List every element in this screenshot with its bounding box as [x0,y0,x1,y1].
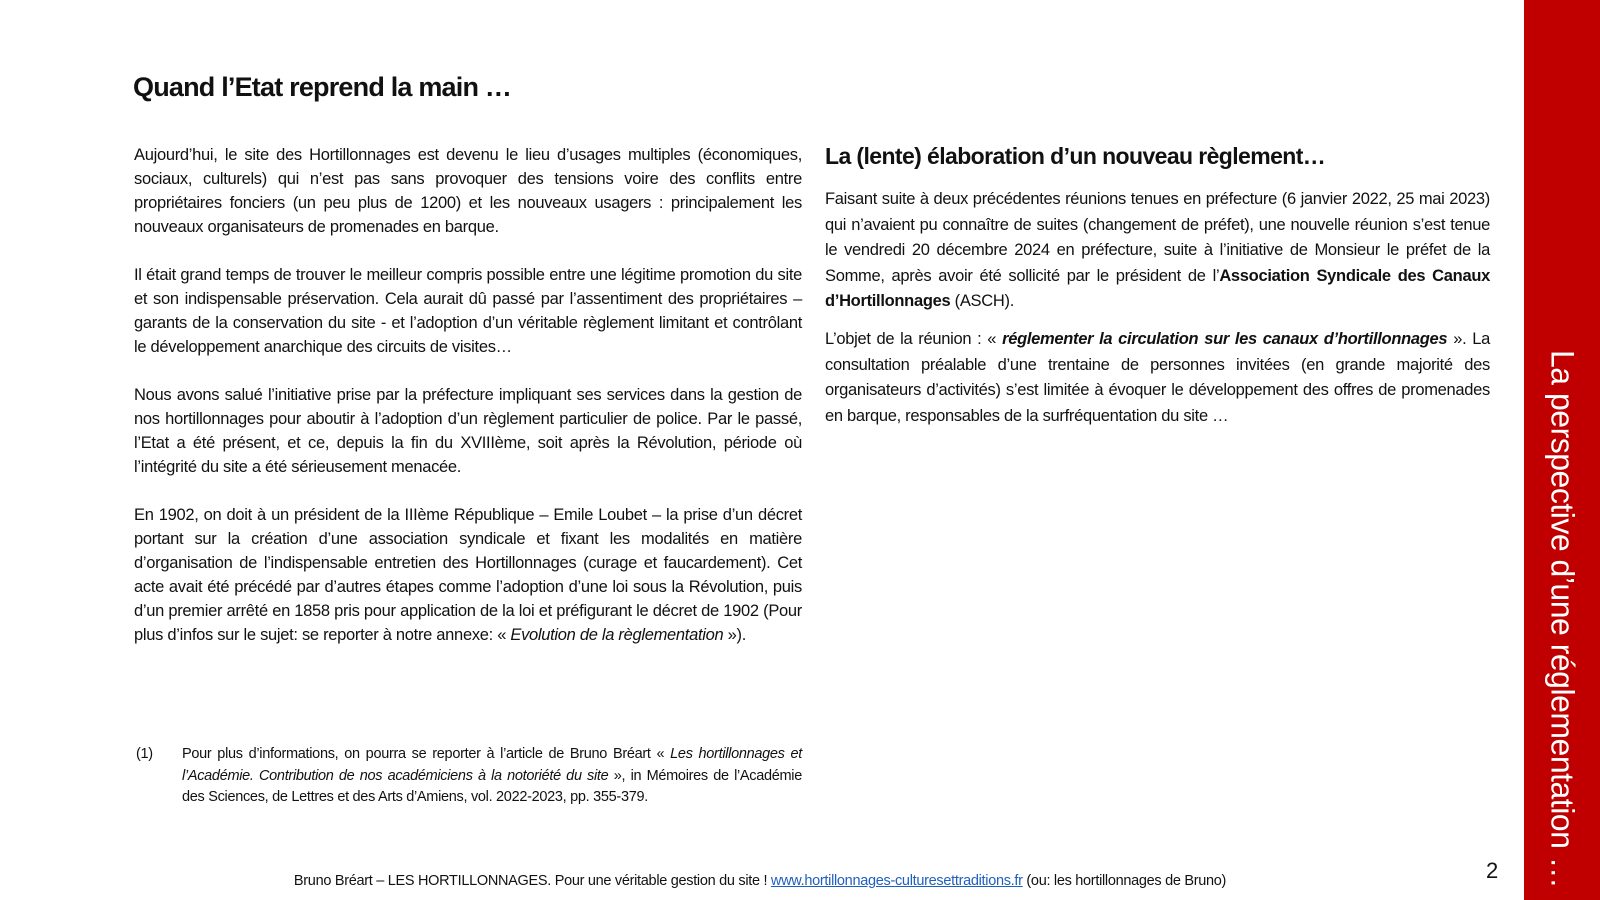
right-paragraph-1 [825,187,1490,315]
side-banner-text: La perspective d’une réglementation … [1544,349,1581,888]
side-banner [1524,0,1600,900]
left-paragraph-4-text: En 1902, on doit à un président de la IIIème République – Emile Loubet – la prise d’un décret portant sur la création d’une association syndicale et fixant les modalités en matière d’organisation de l’indispensable entretien des Hortillonnages (curage et faucardement). Cet acte avait été précédé par d’autres étapes comme l’adoption d’une loi sous la Révolution, puis d’un premier arrêté en 1858 pris pour application de la loi et préfigurant le décret de 1902 (Pour plus d’infos sur le sujet: se reporter à notre annexe: « [134,506,802,644]
left-paragraph-3: Nous avons salué l’initiative prise par la préfecture impliquant ses services dans la gestion de nos hortillonnages pour aboutir à l’adoption d’un règlement particulier de police. Par le passé, l’Etat a été présent, et ce, depuis la fin du XVIIIème, soit après la Révolution, période où l’intégrité du site a été sérieusement menacée. [134,386,802,476]
footnote-text-start: Pour plus d’informations, on pourra se reporter à l’article de Bruno Bréart « [182,746,671,762]
left-paragraph-4 [134,503,802,647]
slide-title: Quand l’Etat reprend la main … [133,72,512,102]
footer-text: Bruno Bréart – LES HORTILLONNAGES. Pour une véritable gestion du site ! [293,873,771,889]
footer-suffix: (ou: les hortillonnages de Bruno) [1022,873,1227,889]
right-column [825,187,1490,441]
page-number: 2 [1486,858,1499,883]
right-paragraph-2-start: L’objet de la réunion : « [825,329,1003,348]
left-column [134,143,802,671]
footnote-number: (1) [136,746,153,762]
footer [0,873,1520,889]
right-paragraph-1-text: Faisant suite à deux précédentes réunions tenues en préfecture (6 janvier 2022, 25 mai 2023) qui n’avaient pu connaître de suites (changement de préfet), une nouvelle réunion s’est tenue le vendredi 20 décembre 2024 en préfecture, suite à l’initiative de Monsieur le préfet de la Somme, après avoir été sollicité par le président de l’ [825,190,1490,285]
meeting-object: réglementer la circulation sur les canaux d’hortillonnages [1002,329,1448,348]
right-paragraph-2-text: ». La consultation préalable d’une trentaine de personnes invitées (en grande majorité des organisateurs d’activités) s’est limitée à évoquer le développement des offres de promenades en barque, responsables de la surfréquentation du site … [825,329,1490,425]
left-paragraph-2: Il était grand temps de trouver le meilleur compris possible entre une légitime promotion du site et son indispensable préservation. Cela aurait dû passé par l’assentiment des propriétaires – garants de la conservation du site - et l’adoption d’un véritable règlement limitant et contrôlant le développement anarchique des circuits de visites… [134,266,802,356]
right-paragraph-2 [825,327,1490,429]
right-paragraph-1-end: (ASCH). [950,292,1014,311]
section-heading: La (lente) élaboration d’un nouveau règlement… [825,143,1326,169]
footnote-text-end: », in Mémoires de l’Académie des Sciences, de Lettres et des Arts d’Amiens, vol. 2022-2023, pp. 355-379. [182,767,802,805]
association-name: Association Syndicale des Canaux d’Hortillonnages [825,266,1490,311]
footnote-text [182,744,802,809]
footnote-article-title: Les hortillonnages et l’Académie. Contribution de nos académiciens à la notoriété du site [182,746,802,784]
left-paragraph-1: Aujourd’hui, le site des Hortillonnages est devenu le lieu d’usages multiples (économiques, sociaux, culturels) qui n’est pas sans provoquer des tensions voire des conflits entre propriétaires fonciers (un peu plus de 1200) et les nouveaux usagers : principalement les nouveaux organisateurs de promenades en barque. [134,146,802,236]
footnote [136,744,802,809]
annex-title: Evolution de la règlementation [510,626,724,644]
left-paragraph-4-end: »). [723,626,746,644]
footer-link[interactable]: www.hortillonnages-culturesettraditions.fr [770,873,1023,889]
